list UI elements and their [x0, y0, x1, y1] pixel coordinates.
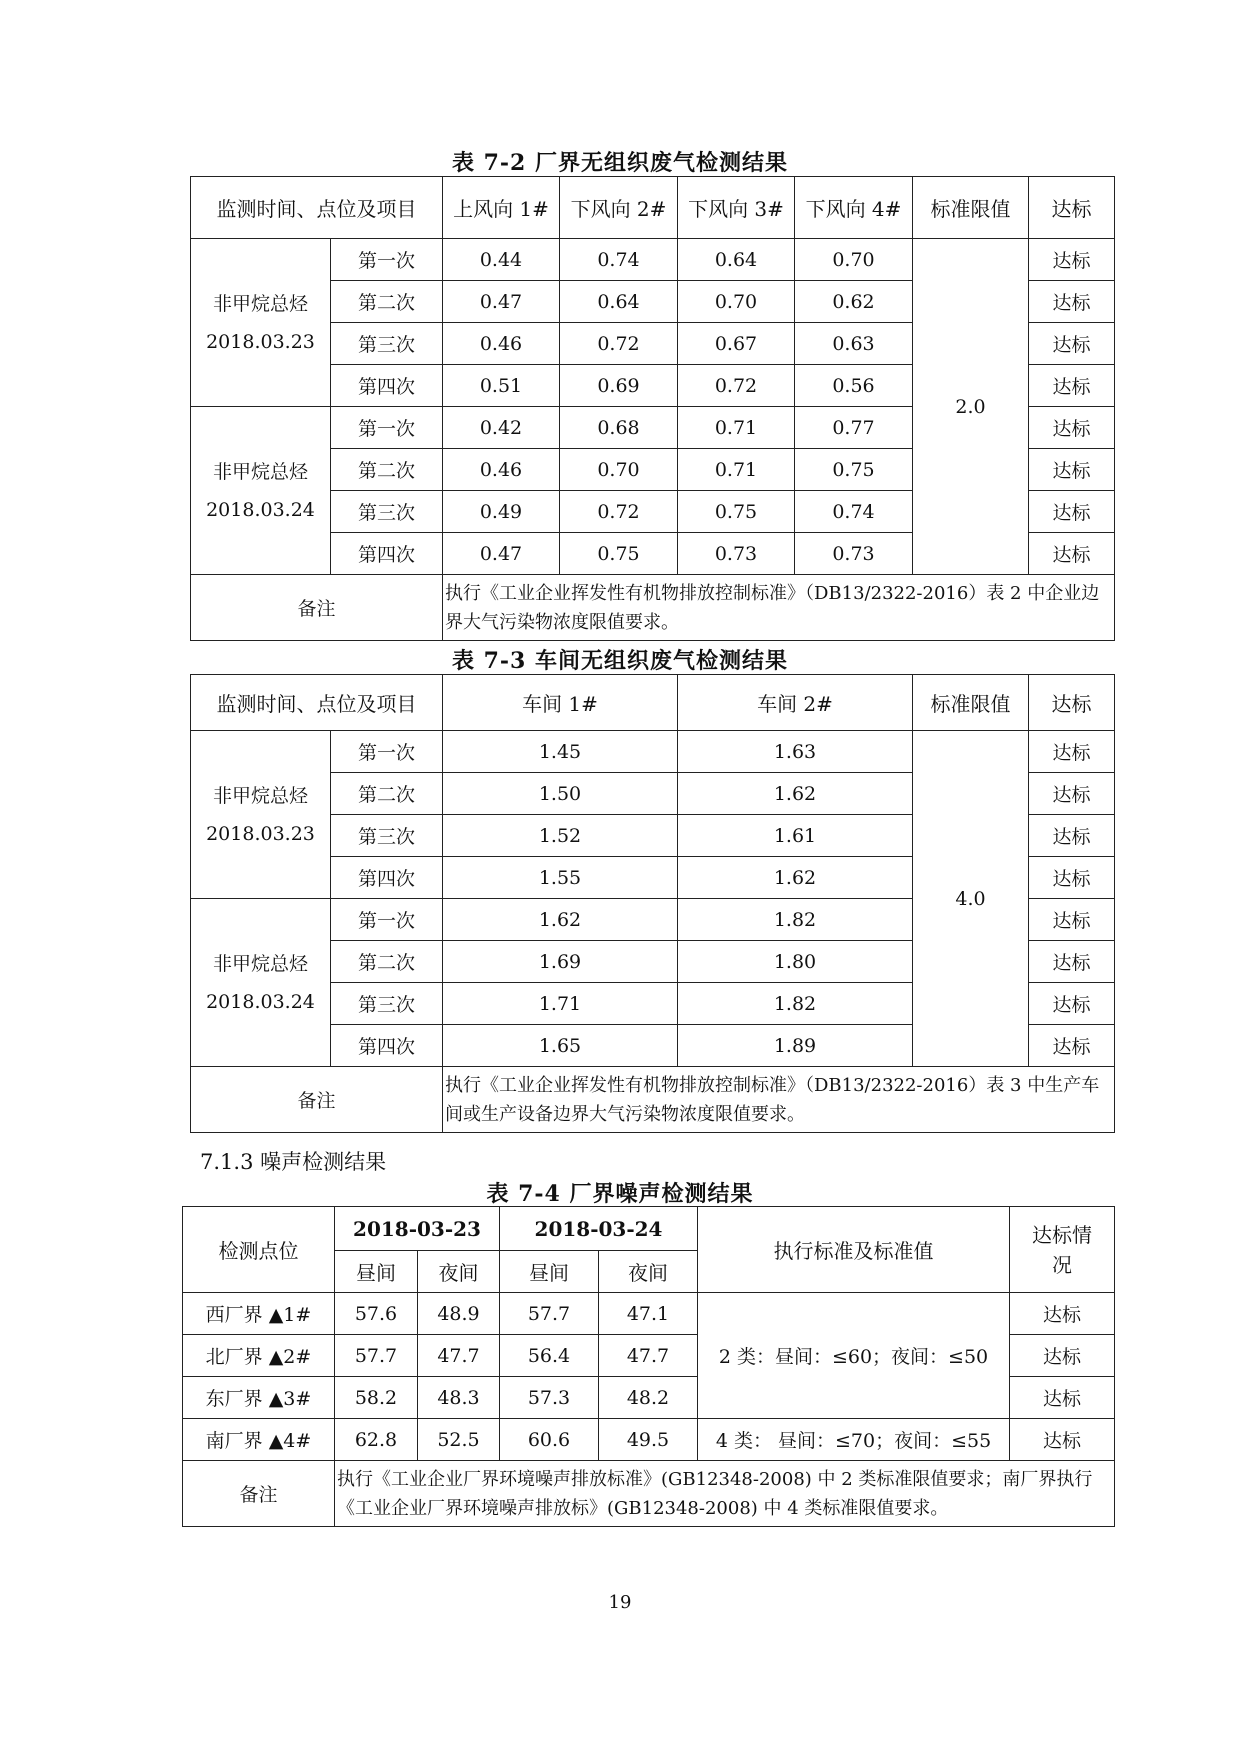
table-7-3-caption: 表 7-3 车间无组织废气检测结果	[451, 648, 789, 674]
value-cell: 1.89	[678, 1025, 913, 1067]
value-cell: 0.49	[443, 491, 560, 533]
row-label: 第一次	[331, 731, 443, 773]
row-label: 第三次	[331, 983, 443, 1025]
value-cell: 0.75	[678, 491, 795, 533]
group-item: 非甲烷总烃	[212, 292, 308, 315]
value-cell: 1.52	[443, 815, 678, 857]
compliance-cell: 达标	[1029, 449, 1115, 491]
table-7-2	[190, 176, 1115, 641]
value-cell: 1.62	[678, 773, 913, 815]
note-row	[191, 1067, 1115, 1133]
value-cell: 1.62	[678, 857, 913, 899]
row-label: 第三次	[331, 323, 443, 365]
value-cell: 0.74	[560, 239, 678, 281]
compliance-cell: 达标	[1029, 407, 1115, 449]
column-header: 昼间	[500, 1251, 599, 1293]
value-cell: 52.5	[418, 1419, 500, 1461]
value-cell: 1.80	[678, 941, 913, 983]
column-header: 车间 2#	[678, 675, 913, 731]
group-cell	[191, 731, 331, 899]
compliance-cell: 达标	[1010, 1419, 1115, 1461]
value-cell: 1.62	[443, 899, 678, 941]
column-header: 执行标准及标准值	[698, 1207, 1010, 1293]
value-cell: 0.47	[443, 281, 560, 323]
value-cell: 1.65	[443, 1025, 678, 1067]
value-cell: 1.82	[678, 983, 913, 1025]
value-cell: 0.75	[795, 449, 913, 491]
column-header: 下风向 2#	[560, 177, 678, 239]
value-cell: 0.71	[678, 449, 795, 491]
value-cell: 0.46	[443, 323, 560, 365]
point-label: 西厂界 ▲1#	[183, 1293, 335, 1335]
note-text: 执行《工业企业挥发性有机物排放控制标准》（DB13/2322-2016）表 3 中生产车间或生产设备边界大气污染物浓度限值要求。	[443, 1067, 1115, 1133]
value-cell: 0.77	[795, 407, 913, 449]
value-cell: 0.47	[443, 533, 560, 575]
value-cell: 60.6	[500, 1419, 599, 1461]
value-cell: 0.64	[678, 239, 795, 281]
value-cell: 0.46	[443, 449, 560, 491]
column-header: 达标	[1029, 675, 1115, 731]
value-cell: 0.75	[560, 533, 678, 575]
group-item: 非甲烷总烃	[212, 460, 308, 483]
compliance-cell: 达标	[1010, 1377, 1115, 1419]
value-cell: 0.69	[560, 365, 678, 407]
row-label: 第一次	[331, 239, 443, 281]
compliance-cell: 达标	[1029, 1025, 1115, 1067]
point-label: 东厂界 ▲3#	[183, 1377, 335, 1419]
column-header: 下风向 4#	[795, 177, 913, 239]
value-cell: 0.68	[560, 407, 678, 449]
column-header: 下风向 3#	[678, 177, 795, 239]
standard-class-4: 4 类： 昼间：≤70；夜间：≤55	[698, 1419, 1010, 1461]
value-cell: 0.73	[678, 533, 795, 575]
value-cell: 47.7	[418, 1335, 500, 1377]
point-label: 北厂界 ▲2#	[183, 1335, 335, 1377]
column-header: 标准限值	[913, 177, 1029, 239]
value-cell: 1.61	[678, 815, 913, 857]
column-header: 检测点位	[183, 1207, 335, 1293]
value-cell: 57.3	[500, 1377, 599, 1419]
column-header: 监测时间、点位及项目	[191, 675, 443, 731]
row-label: 第四次	[331, 365, 443, 407]
row-label: 第四次	[331, 1025, 443, 1067]
value-cell: 1.71	[443, 983, 678, 1025]
value-cell: 1.69	[443, 941, 678, 983]
row-label: 第一次	[331, 899, 443, 941]
value-cell: 48.3	[418, 1377, 500, 1419]
table-row	[183, 1419, 1115, 1461]
standard-limit: 2.0	[913, 239, 1029, 575]
standard-limit: 4.0	[913, 731, 1029, 1067]
row-label: 第二次	[331, 449, 443, 491]
compliance-cell: 达标	[1029, 491, 1115, 533]
value-cell: 0.63	[795, 323, 913, 365]
value-cell: 1.82	[678, 899, 913, 941]
standard-class-2: 2 类：昼间：≤60；夜间：≤50	[698, 1293, 1010, 1419]
value-cell: 0.74	[795, 491, 913, 533]
column-header: 达标	[1029, 177, 1115, 239]
date-header: 2018-03-23	[335, 1207, 500, 1251]
note-text: 执行《工业企业厂界环境噪声排放标准》(GB12348-2008) 中 2 类标准限值要求；南厂界执行《工业企业厂界环境噪声排放标》(GB12348-2008) 中 4 类标准限值要求。	[335, 1461, 1115, 1527]
value-cell: 0.70	[795, 239, 913, 281]
column-header: 夜间	[418, 1251, 500, 1293]
value-cell: 0.42	[443, 407, 560, 449]
table-row	[191, 239, 1115, 281]
table-7-3	[190, 674, 1115, 1133]
compliance-cell: 达标	[1010, 1293, 1115, 1335]
value-cell: 0.70	[560, 449, 678, 491]
note-label: 备注	[191, 1067, 443, 1133]
column-header: 上风向 1#	[443, 177, 560, 239]
value-cell: 1.45	[443, 731, 678, 773]
table-row	[191, 731, 1115, 773]
column-header: 昼间	[335, 1251, 418, 1293]
table-row	[183, 1293, 1115, 1335]
group-date: 2018.03.24	[206, 990, 315, 1013]
value-cell: 0.51	[443, 365, 560, 407]
table-7-2-caption: 表 7-2 厂界无组织废气检测结果	[451, 150, 789, 176]
value-cell: 57.6	[335, 1293, 418, 1335]
group-cell	[191, 239, 331, 407]
table-7-4-caption: 表 7-4 厂界噪声检测结果	[486, 1181, 754, 1207]
group-cell	[191, 899, 331, 1067]
column-header: 监测时间、点位及项目	[191, 177, 443, 239]
group-date: 2018.03.23	[206, 822, 315, 845]
page-number: 19	[608, 1592, 632, 1613]
row-label: 第二次	[331, 281, 443, 323]
value-cell: 1.55	[443, 857, 678, 899]
value-cell: 57.7	[335, 1335, 418, 1377]
value-cell: 56.4	[500, 1335, 599, 1377]
compliance-cell: 达标	[1029, 731, 1115, 773]
note-row	[183, 1461, 1115, 1527]
note-row	[191, 575, 1115, 641]
column-header: 夜间	[599, 1251, 698, 1293]
note-label: 备注	[191, 575, 443, 641]
compliance-cell: 达标	[1029, 281, 1115, 323]
column-header: 标准限值	[913, 675, 1029, 731]
group-date: 2018.03.24	[206, 498, 315, 521]
value-cell: 0.72	[678, 365, 795, 407]
value-cell: 0.73	[795, 533, 913, 575]
compliance-cell: 达标	[1010, 1335, 1115, 1377]
compliance-cell: 达标	[1029, 365, 1115, 407]
compliance-cell: 达标	[1029, 899, 1115, 941]
group-item: 非甲烷总烃	[212, 784, 308, 807]
compliance-cell: 达标	[1029, 323, 1115, 365]
value-cell: 0.70	[678, 281, 795, 323]
section-heading: 7.1.3 噪声检测结果	[200, 1150, 387, 1174]
value-cell: 0.71	[678, 407, 795, 449]
value-cell: 57.7	[500, 1293, 599, 1335]
value-cell: 48.2	[599, 1377, 698, 1419]
value-cell: 58.2	[335, 1377, 418, 1419]
value-cell: 62.8	[335, 1419, 418, 1461]
date-header: 2018-03-24	[500, 1207, 698, 1251]
row-label: 第四次	[331, 857, 443, 899]
point-label: 南厂界 ▲4#	[183, 1419, 335, 1461]
column-header: 达标情况	[1010, 1207, 1115, 1293]
value-cell: 1.63	[678, 731, 913, 773]
compliance-cell: 达标	[1029, 533, 1115, 575]
group-date: 2018.03.23	[206, 330, 315, 353]
row-label: 第三次	[331, 815, 443, 857]
row-label: 第三次	[331, 491, 443, 533]
note-text: 执行《工业企业挥发性有机物排放控制标准》（DB13/2322-2016）表 2 中企业边界大气污染物浓度限值要求。	[443, 575, 1115, 641]
note-label: 备注	[183, 1461, 335, 1527]
compliance-cell: 达标	[1029, 773, 1115, 815]
row-label: 第一次	[331, 407, 443, 449]
compliance-cell: 达标	[1029, 941, 1115, 983]
value-cell: 47.1	[599, 1293, 698, 1335]
compliance-cell: 达标	[1029, 983, 1115, 1025]
table-7-4	[182, 1206, 1115, 1527]
row-label: 第二次	[331, 941, 443, 983]
value-cell: 0.67	[678, 323, 795, 365]
value-cell: 0.72	[560, 491, 678, 533]
value-cell: 0.44	[443, 239, 560, 281]
value-cell: 0.56	[795, 365, 913, 407]
value-cell: 0.64	[560, 281, 678, 323]
value-cell: 0.72	[560, 323, 678, 365]
row-label: 第二次	[331, 773, 443, 815]
column-header: 车间 1#	[443, 675, 678, 731]
row-label: 第四次	[331, 533, 443, 575]
value-cell: 49.5	[599, 1419, 698, 1461]
value-cell: 0.62	[795, 281, 913, 323]
compliance-cell: 达标	[1029, 815, 1115, 857]
value-cell: 1.50	[443, 773, 678, 815]
group-item: 非甲烷总烃	[212, 952, 308, 975]
group-cell	[191, 407, 331, 575]
value-cell: 47.7	[599, 1335, 698, 1377]
compliance-cell: 达标	[1029, 239, 1115, 281]
value-cell: 48.9	[418, 1293, 500, 1335]
compliance-cell: 达标	[1029, 857, 1115, 899]
